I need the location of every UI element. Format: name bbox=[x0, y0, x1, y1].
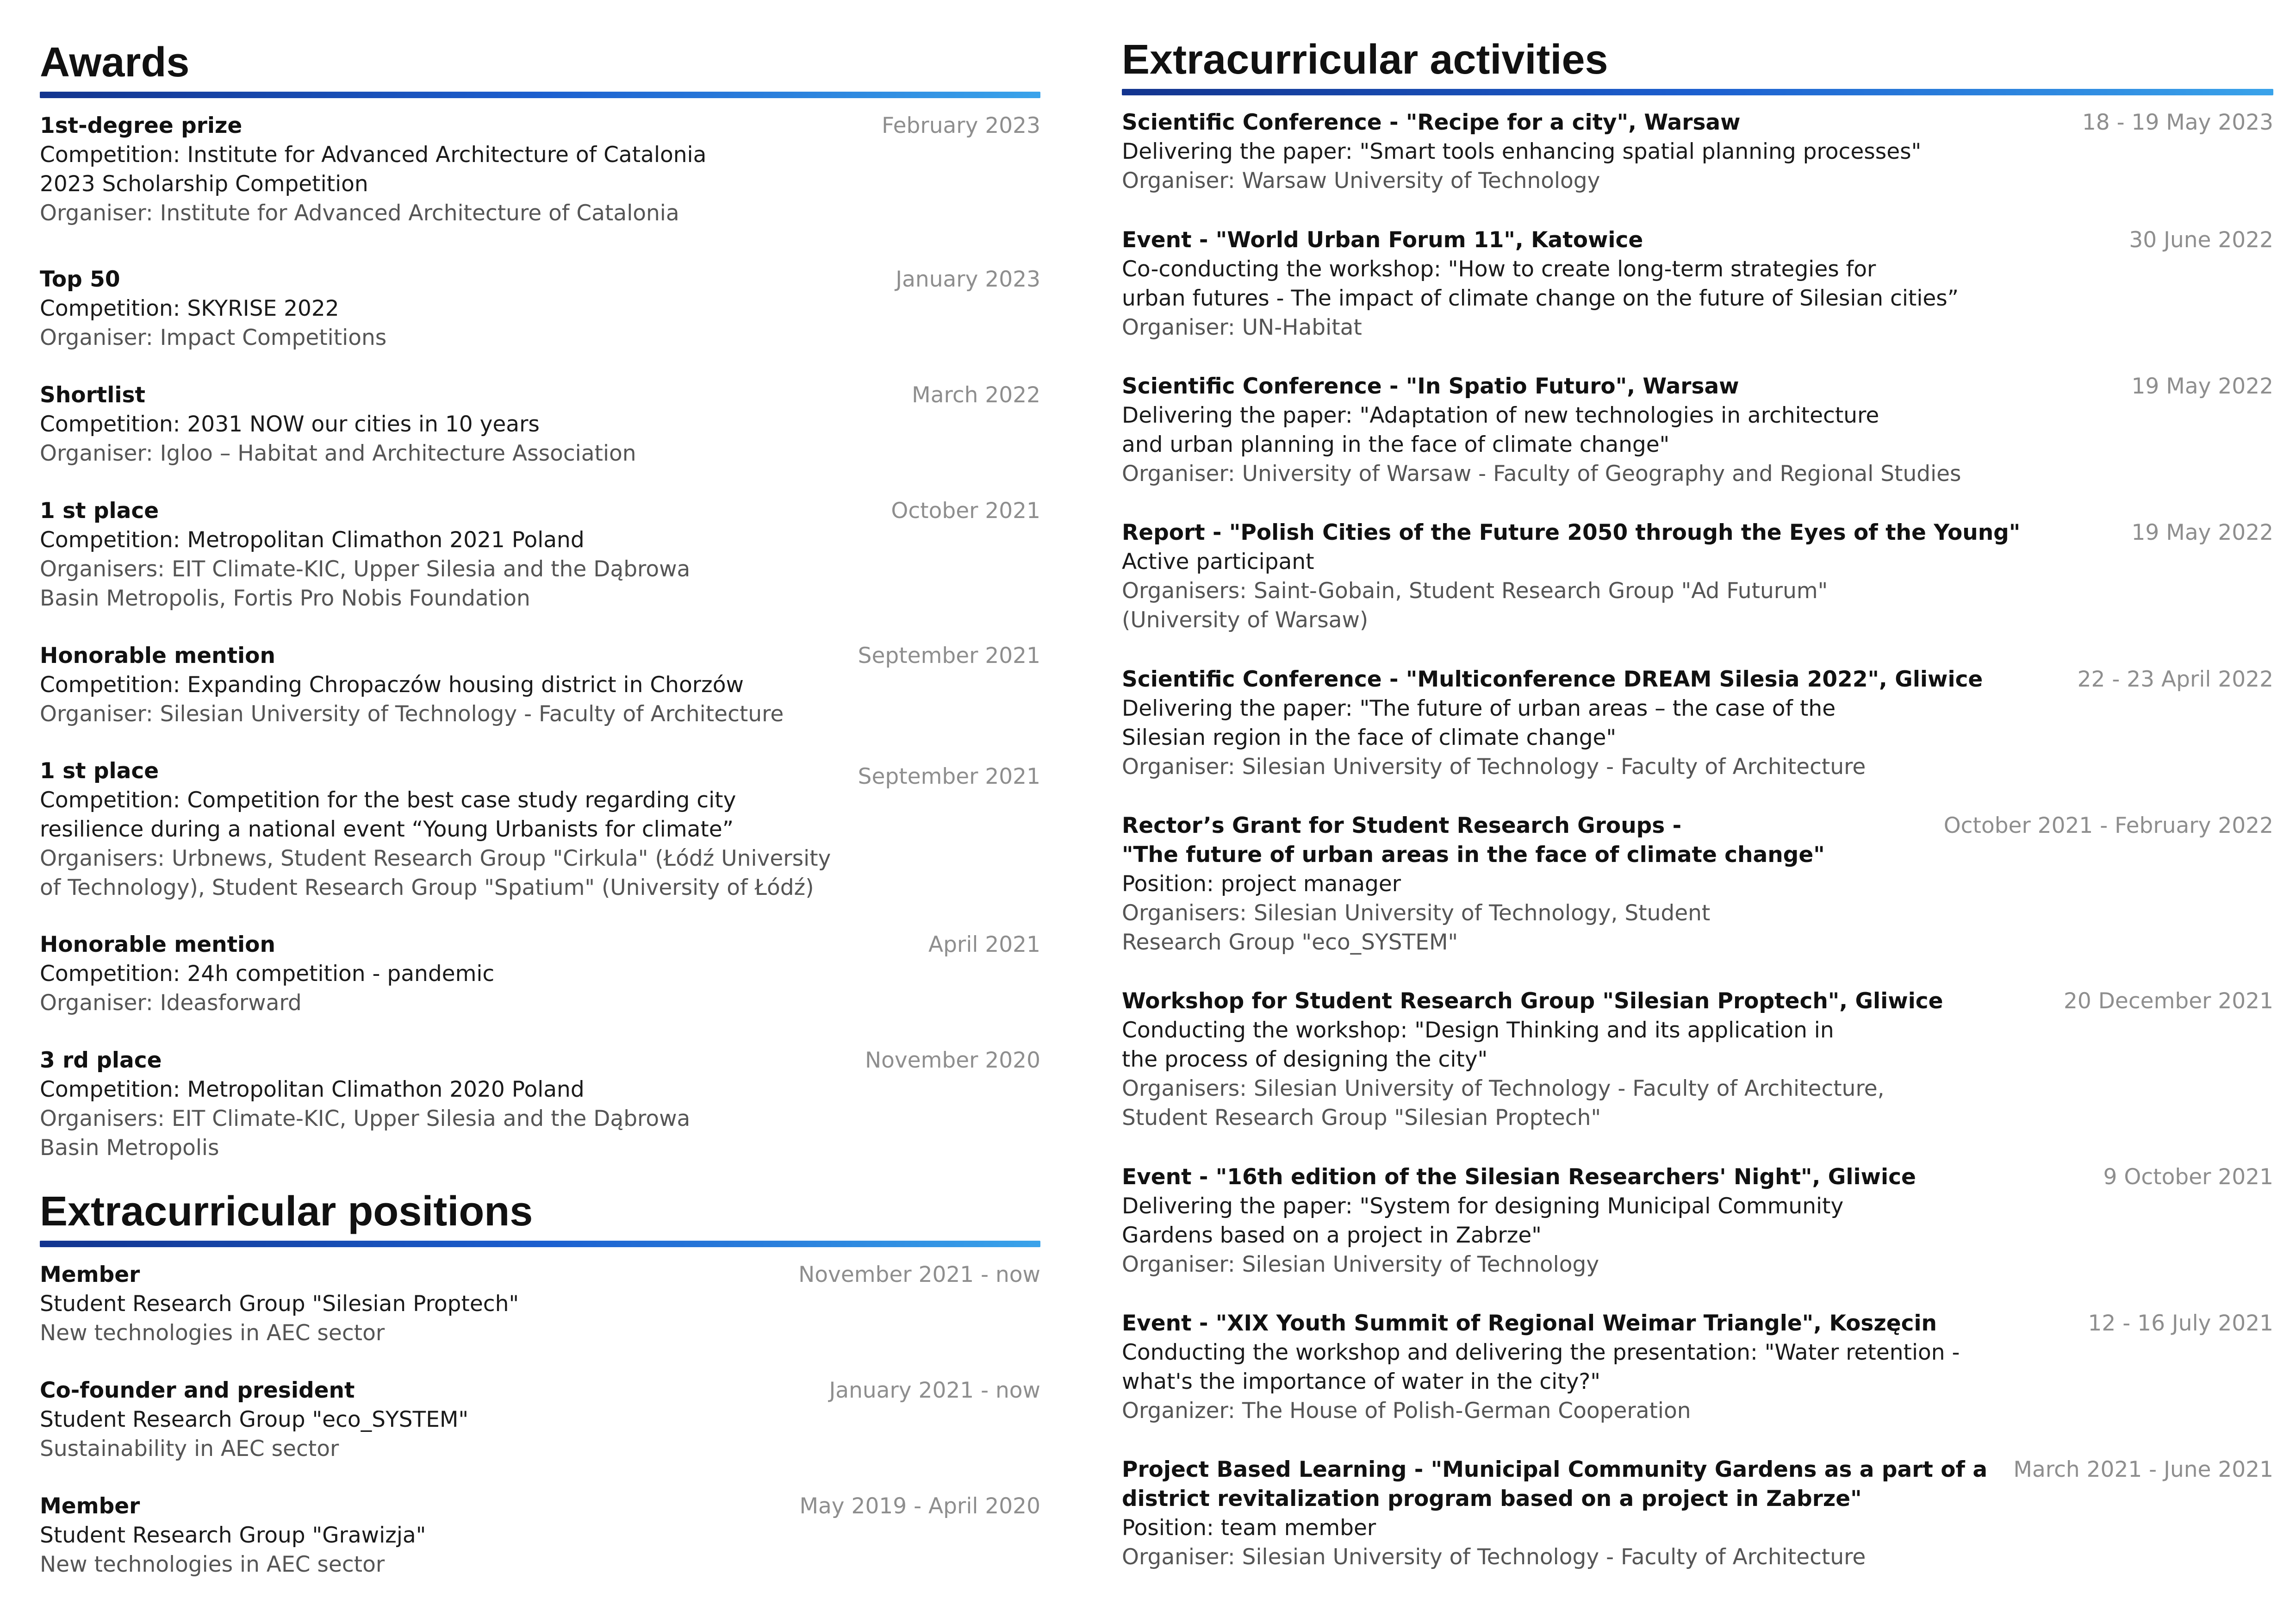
activity-title: Event - "World Urban Forum 11", Katowice bbox=[1122, 227, 1643, 253]
award-organiser: Organiser: Impact Competitions bbox=[40, 325, 387, 350]
award-organiser: Organiser: Institute for Advanced Architecture of Catalonia bbox=[40, 200, 679, 226]
activity-organiser: (University of Warsaw) bbox=[1122, 607, 1369, 633]
activity-detail: Active participant bbox=[1122, 549, 1314, 575]
position-detail: Student Research Group "Silesian Proptech" bbox=[40, 1291, 519, 1317]
award-date: November 2020 bbox=[865, 1048, 1040, 1073]
activity-title: Workshop for Student Research Group "Silesian Proptech", Gliwice bbox=[1122, 988, 1943, 1014]
activity-title: Event - "XIX Youth Summit of Regional Weimar Triangle", Koszęcin bbox=[1122, 1311, 1937, 1336]
activity-organiser: Organiser: Silesian University of Technology - Faculty of Architecture bbox=[1122, 754, 1866, 780]
award-entry bbox=[40, 111, 1040, 228]
activity-date: 9 October 2021 bbox=[2103, 1164, 2273, 1190]
position-note: New technologies in AEC sector bbox=[40, 1320, 385, 1346]
award-entry bbox=[40, 496, 1040, 613]
activity-date: October 2021 - February 2022 bbox=[1943, 813, 2273, 838]
activity-organiser: Research Group "eco_SYSTEM" bbox=[1122, 930, 1458, 955]
activity-entry bbox=[1122, 987, 2273, 1132]
activity-entry bbox=[1122, 665, 2273, 781]
activity-title: district revitalization program based on a project in Zabrze" bbox=[1122, 1486, 1862, 1512]
award-organiser: Organiser: Silesian University of Technology - Faculty of Architecture bbox=[40, 701, 784, 727]
activity-organiser: Organiser: University of Warsaw - Faculty of Geography and Regional Studies bbox=[1122, 461, 1961, 487]
position-note: Sustainability in AEC sector bbox=[40, 1436, 339, 1462]
activity-detail: Conducting the workshop and delivering the presentation: "Water retention - bbox=[1122, 1340, 1960, 1365]
activity-entry bbox=[1122, 372, 2273, 488]
award-organiser: Basin Metropolis bbox=[40, 1135, 219, 1161]
activity-detail: Delivering the paper: "Adaptation of new technologies in architecture bbox=[1122, 403, 1879, 428]
activities-heading: Extracurricular activities bbox=[1122, 37, 1608, 83]
activity-date: March 2021 - June 2021 bbox=[2013, 1457, 2273, 1482]
activity-date: 12 - 16 July 2021 bbox=[2088, 1311, 2273, 1336]
activity-date: 19 May 2022 bbox=[2131, 520, 2273, 545]
activity-title: Report - "Polish Cities of the Future 2050 through the Eyes of the Young" bbox=[1122, 520, 2021, 545]
activity-organiser: Organiser: Warsaw University of Technology bbox=[1122, 168, 1600, 194]
award-title: 1 st place bbox=[40, 498, 159, 524]
award-title: Honorable mention bbox=[40, 643, 275, 668]
award-date: January 2023 bbox=[896, 267, 1040, 292]
activity-detail: Position: project manager bbox=[1122, 871, 1401, 897]
activity-detail: Position: team member bbox=[1122, 1515, 1376, 1541]
award-entry bbox=[40, 641, 1040, 729]
activity-entry bbox=[1122, 518, 2273, 635]
award-date: February 2023 bbox=[882, 113, 1040, 138]
activity-entry bbox=[1122, 1455, 2273, 1572]
award-title: 1 st place bbox=[40, 758, 159, 784]
award-detail: Competition: Institute for Advanced Architecture of Catalonia bbox=[40, 142, 707, 168]
activity-organiser: Organizer: The House of Polish-German Cooperation bbox=[1122, 1398, 1691, 1424]
award-detail: Competition: SKYRISE 2022 bbox=[40, 296, 339, 321]
award-detail: Competition: Expanding Chropaczów housing district in Chorzów bbox=[40, 672, 744, 698]
activity-date: 30 June 2022 bbox=[2129, 227, 2273, 253]
position-detail: Student Research Group "eco_SYSTEM" bbox=[40, 1407, 469, 1432]
awards-divider bbox=[40, 92, 1040, 98]
activity-detail: Delivering the paper: "The future of urban areas – the case of the bbox=[1122, 696, 1836, 721]
activity-entry bbox=[1122, 225, 2273, 342]
activity-organiser: Organiser: Silesian University of Technology bbox=[1122, 1252, 1599, 1277]
award-title: 1st-degree prize bbox=[40, 113, 243, 138]
award-title: Honorable mention bbox=[40, 932, 275, 957]
award-date: April 2021 bbox=[928, 932, 1040, 957]
award-organiser: Basin Metropolis, Fortis Pro Nobis Foundation bbox=[40, 586, 530, 611]
award-date: October 2021 bbox=[891, 498, 1040, 524]
activity-organiser: Organiser: UN-Habitat bbox=[1122, 315, 1362, 340]
award-organiser: of Technology), Student Research Group "Spatium" (University of Łódź) bbox=[40, 875, 814, 900]
activity-title: "The future of urban areas in the face of climate change" bbox=[1122, 842, 1825, 868]
positions-divider bbox=[40, 1241, 1040, 1247]
position-entry bbox=[40, 1376, 1040, 1463]
position-note: New technologies in AEC sector bbox=[40, 1552, 385, 1577]
award-entry bbox=[40, 1046, 1040, 1162]
award-detail: Competition: Metropolitan Climathon 2020 Poland bbox=[40, 1077, 585, 1102]
activity-entry bbox=[1122, 811, 2273, 957]
award-organiser: Organiser: Ideasforward bbox=[40, 990, 302, 1016]
award-detail: Competition: Competition for the best case study regarding city bbox=[40, 787, 736, 813]
activity-title: Rector’s Grant for Student Research Groups - bbox=[1122, 813, 1682, 838]
award-organiser: Organiser: Igloo – Habitat and Architecture Association bbox=[40, 441, 636, 466]
position-title: Member bbox=[40, 1262, 140, 1287]
activity-organiser: Student Research Group "Silesian Proptech" bbox=[1122, 1105, 1601, 1131]
position-date: May 2019 - April 2020 bbox=[799, 1493, 1040, 1519]
activity-title: Scientific Conference - "Multiconference DREAM Silesia 2022", Gliwice bbox=[1122, 667, 1983, 692]
activity-title: Project Based Learning - "Municipal Community Gardens as a part of a bbox=[1122, 1457, 1988, 1482]
activity-date: 22 - 23 April 2022 bbox=[2077, 667, 2273, 692]
award-entry bbox=[40, 756, 1040, 902]
award-entry bbox=[40, 381, 1040, 468]
position-date: January 2021 - now bbox=[829, 1378, 1040, 1403]
position-entry bbox=[40, 1260, 1040, 1348]
activity-title: Event - "16th edition of the Silesian Researchers' Night", Gliwice bbox=[1122, 1164, 1916, 1190]
activity-detail: Co-conducting the workshop: "How to create long-term strategies for bbox=[1122, 256, 1876, 282]
activity-organiser: Organisers: Silesian University of Technology, Student bbox=[1122, 900, 1711, 926]
activity-detail: Delivering the paper: "System for designing Municipal Community bbox=[1122, 1193, 1844, 1219]
award-detail: 2023 Scholarship Competition bbox=[40, 171, 368, 197]
award-title: 3 rd place bbox=[40, 1048, 162, 1073]
activity-title: Scientific Conference - "In Spatio Futuro", Warsaw bbox=[1122, 374, 1739, 399]
award-title: Shortlist bbox=[40, 382, 145, 408]
award-date: September 2021 bbox=[858, 764, 1040, 789]
activity-organiser: Organisers: Saint-Gobain, Student Research Group "Ad Futurum" bbox=[1122, 578, 1828, 604]
activity-title: Scientific Conference - "Recipe for a city", Warsaw bbox=[1122, 110, 1741, 135]
activity-detail: the process of designing the city" bbox=[1122, 1047, 1488, 1072]
activity-detail: Conducting the workshop: "Design Thinking and its application in bbox=[1122, 1018, 1834, 1043]
award-organiser: Organisers: EIT Climate-KIC, Upper Silesia and the Dąbrowa bbox=[40, 556, 691, 582]
award-detail: Competition: 24h competition - pandemic bbox=[40, 961, 495, 987]
activity-entry bbox=[1122, 1162, 2273, 1279]
award-organiser: Organisers: EIT Climate-KIC, Upper Silesia and the Dąbrowa bbox=[40, 1106, 691, 1131]
activity-detail: what's the importance of water in the city?" bbox=[1122, 1369, 1600, 1394]
position-entry bbox=[40, 1492, 1040, 1579]
activity-detail: urban futures - The impact of climate change on the future of Silesian cities” bbox=[1122, 286, 1959, 311]
award-detail: Competition: Metropolitan Climathon 2021 Poland bbox=[40, 527, 585, 553]
award-organiser: Organisers: Urbnews, Student Research Group "Cirkula" (Łódź University bbox=[40, 846, 831, 871]
position-date: November 2021 - now bbox=[798, 1262, 1040, 1287]
award-date: March 2022 bbox=[912, 382, 1040, 408]
activity-detail: and urban planning in the face of climate change" bbox=[1122, 432, 1670, 457]
award-title: Top 50 bbox=[40, 267, 120, 292]
position-title: Member bbox=[40, 1493, 140, 1519]
award-detail: Competition: 2031 NOW our cities in 10 years bbox=[40, 412, 540, 437]
activities-divider bbox=[1122, 89, 2273, 95]
activity-entry bbox=[1122, 108, 2273, 195]
award-date: September 2021 bbox=[858, 643, 1040, 668]
activity-date: 19 May 2022 bbox=[2131, 374, 2273, 399]
activity-date: 20 December 2021 bbox=[2063, 988, 2273, 1014]
positions-heading: Extracurricular positions bbox=[40, 1188, 533, 1235]
awards-heading: Awards bbox=[40, 39, 190, 86]
award-entry bbox=[40, 265, 1040, 352]
award-detail: resilience during a national event “Young Urbanists for climate” bbox=[40, 817, 734, 842]
activity-detail: Silesian region in the face of climate change" bbox=[1122, 725, 1617, 750]
award-entry bbox=[40, 930, 1040, 1018]
activity-organiser: Organisers: Silesian University of Technology - Faculty of Architecture, bbox=[1122, 1076, 1885, 1101]
position-detail: Student Research Group "Grawizja" bbox=[40, 1523, 426, 1548]
activity-organiser: Organiser: Silesian University of Technology - Faculty of Architecture bbox=[1122, 1544, 1866, 1570]
activity-date: 18 - 19 May 2023 bbox=[2082, 110, 2273, 135]
activity-detail: Gardens based on a project in Zabrze" bbox=[1122, 1223, 1542, 1248]
position-title: Co-founder and president bbox=[40, 1378, 355, 1403]
activity-detail: Delivering the paper: "Smart tools enhancing spatial planning processes" bbox=[1122, 139, 1922, 164]
activity-entry bbox=[1122, 1309, 2273, 1425]
